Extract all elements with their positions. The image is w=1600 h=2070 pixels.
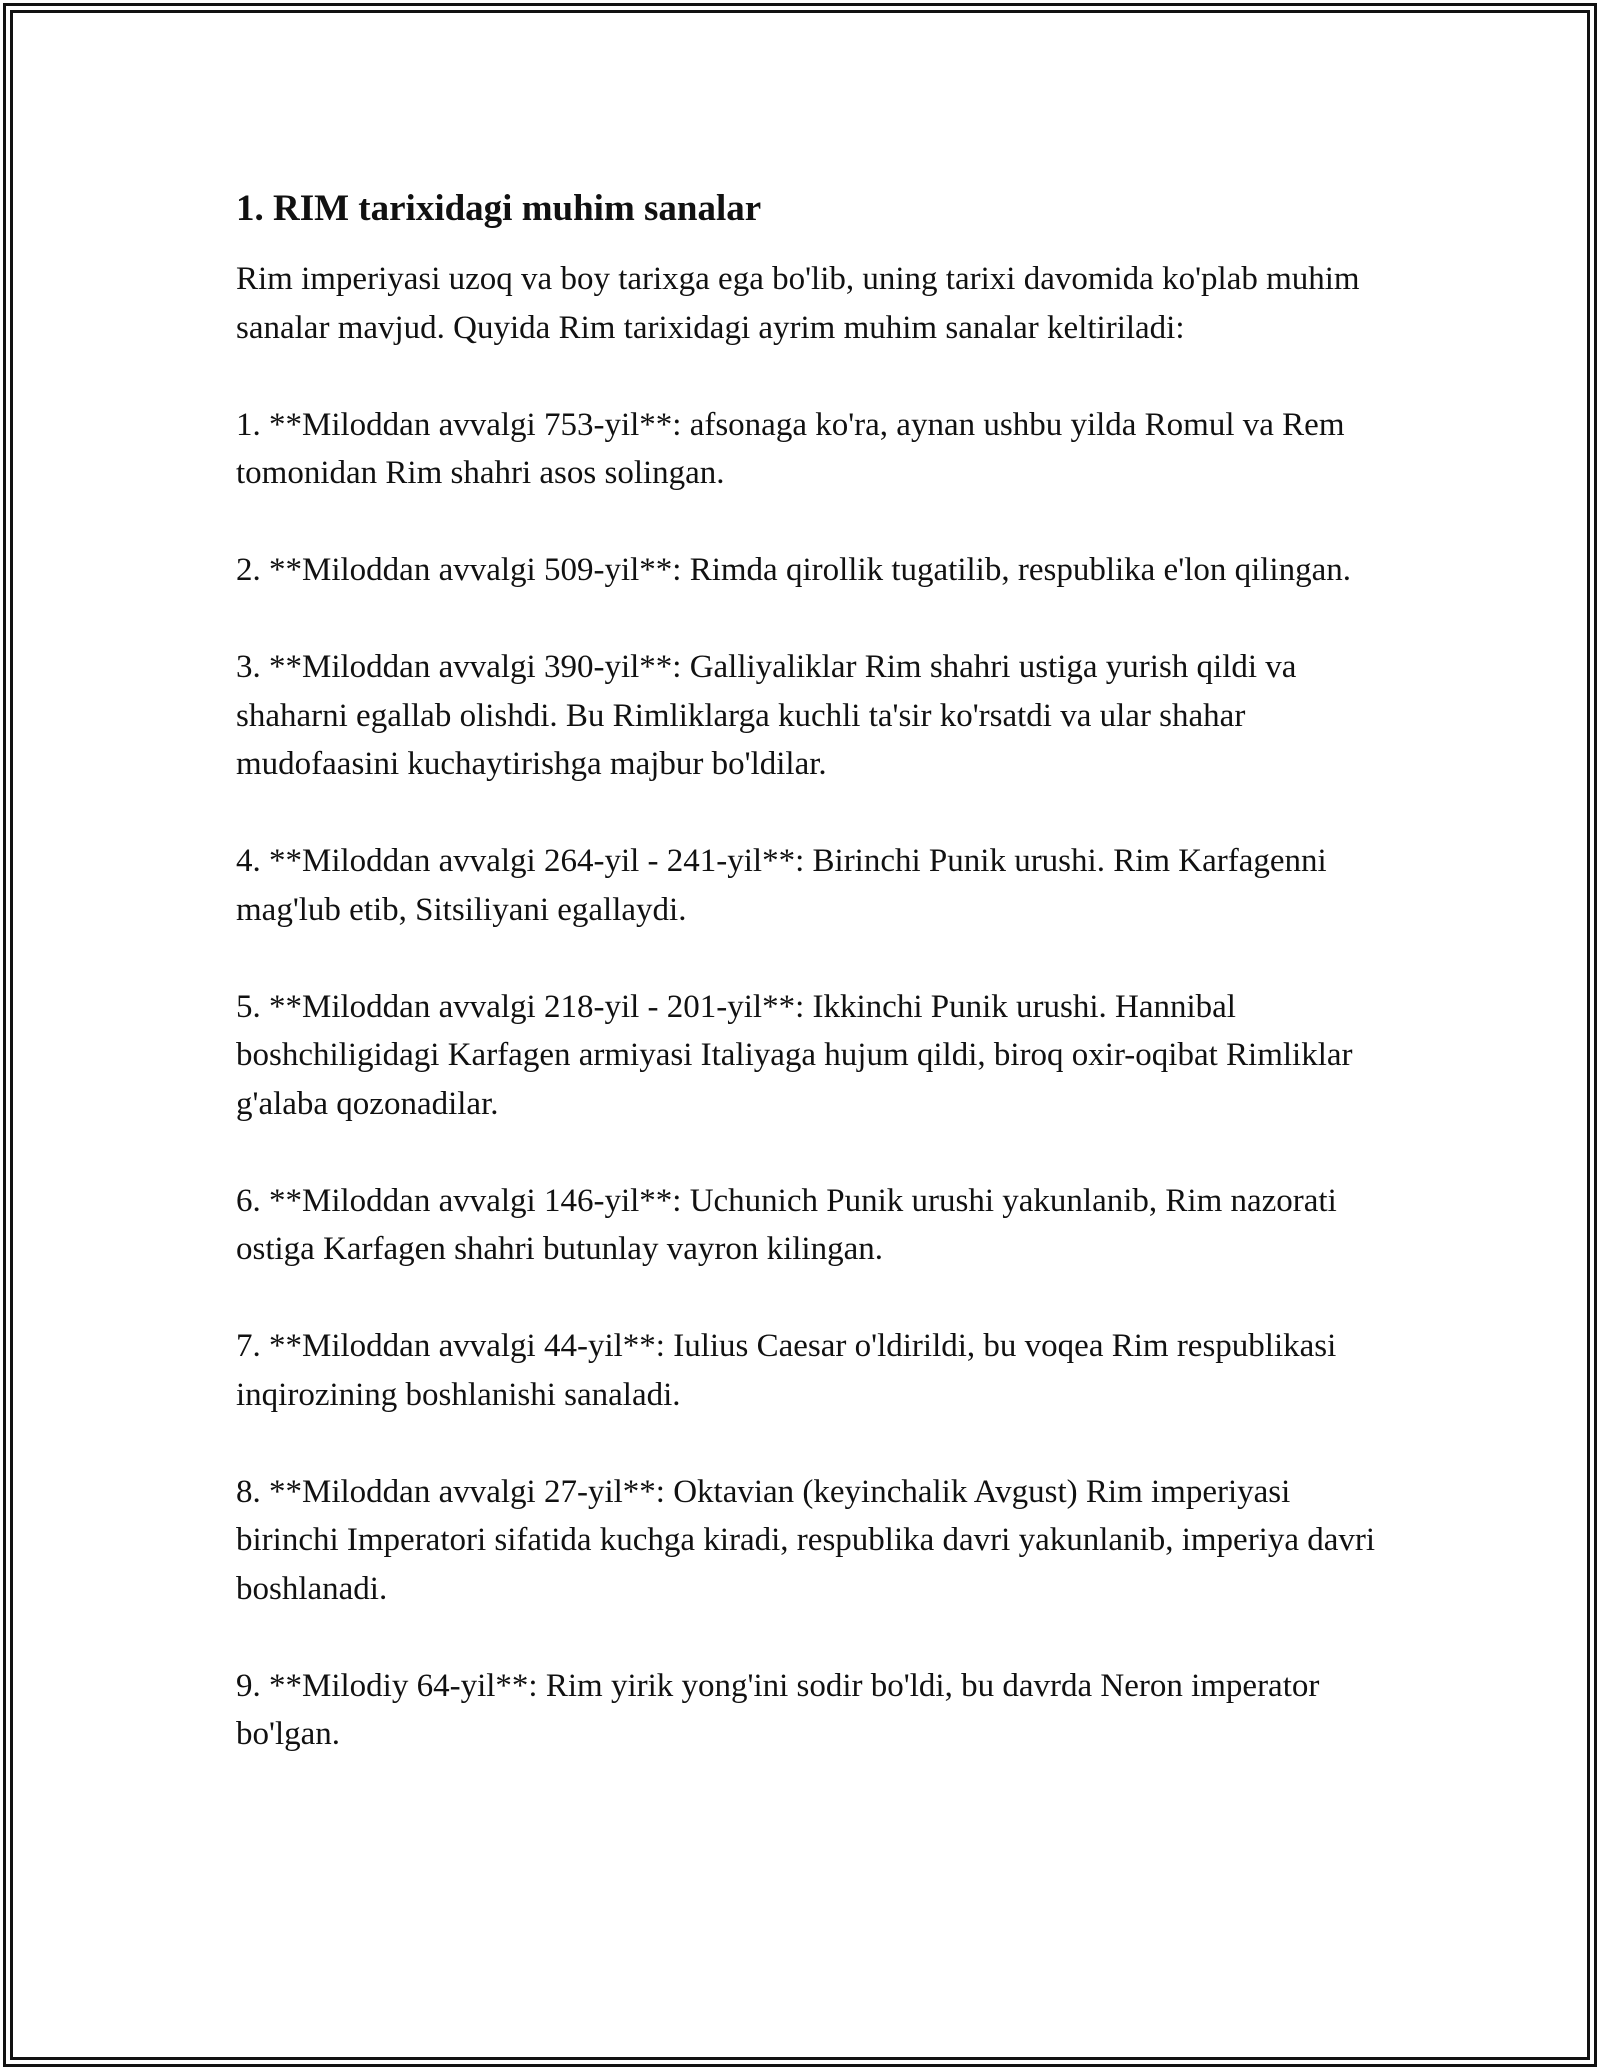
list-item: 1. **Miloddan avvalgi 753-yil**: afsonaga ko'ra, aynan ushbu yilda Romul va Rem tomonidan Rim shahri asos solingan. [236, 406, 1345, 491]
list-item: 8. **Miloddan avvalgi 27-yil**: Oktavian (keyinchalik Avgust) Rim imperiyasi birinchi Imperatori sifatida kuchga kiradi, respublika davri yakunlanib, imperiya davri boshlanadi. [236, 1473, 1376, 1607]
list-item: 4. **Miloddan avvalgi 264-yil - 241-yil**: Birinchi Punik urushi. Rim Karfagenni mag'lub etib, Sitsiliyani egallaydi. [236, 843, 1327, 928]
list-item: 3. **Miloddan avvalgi 390-yil**: Galliyaliklar Rim shahri ustiga yurish qildi va shaharni egallab olishdi. Bu Rimliklarga kuchli ta'sir ko'rsatdi va ular shahar mudofaasini kuchaytirishga majbur bo'ldilar. [236, 649, 1297, 782]
list-item: 7. **Miloddan avvalgi 44-yil**: Iulius Caesar o'ldirildi, bu voqea Rim respublikasi inqirozining boshlanishi sanaladi. [236, 1328, 1337, 1413]
list-item: 9. **Milodiy 64-yil**: Rim yirik yong'ini sodir bo'ldi, bu davrda Neron imperator bo'lgan. [236, 1667, 1320, 1752]
list-item: 2. **Miloddan avvalgi 509-yil**: Rimda qirollik tugatilib, respublika e'lon qilingan. [236, 552, 1351, 588]
list-item: 6. **Miloddan avvalgi 146-yil**: Uchunich Punik urushi yakunlanib, Rim nazorati ostiga Karfagen shahri butunlay vayron kilingan. [236, 1182, 1337, 1267]
intro-paragraph: Rim imperiyasi uzoq va boy tarixga ega bo'lib, uning tarixi davomida ko'plab muhim sanalar mavjud. Quyida Rim tarixidagi ayrim muhim sanalar keltiriladi: [236, 261, 1360, 346]
list-item: 5. **Miloddan avvalgi 218-yil - 201-yil**: Ikkinchi Punik urushi. Hannibal boshchiligidagi Karfagen armiyasi Italiyaga hujum qildi, biroq oxir-oqibat Rimliklar g'alaba qozonadilar. [236, 988, 1353, 1122]
document-body [236, 185, 1376, 1807]
document-title: 1. RIM tarixidagi muhim sanalar [236, 188, 762, 229]
